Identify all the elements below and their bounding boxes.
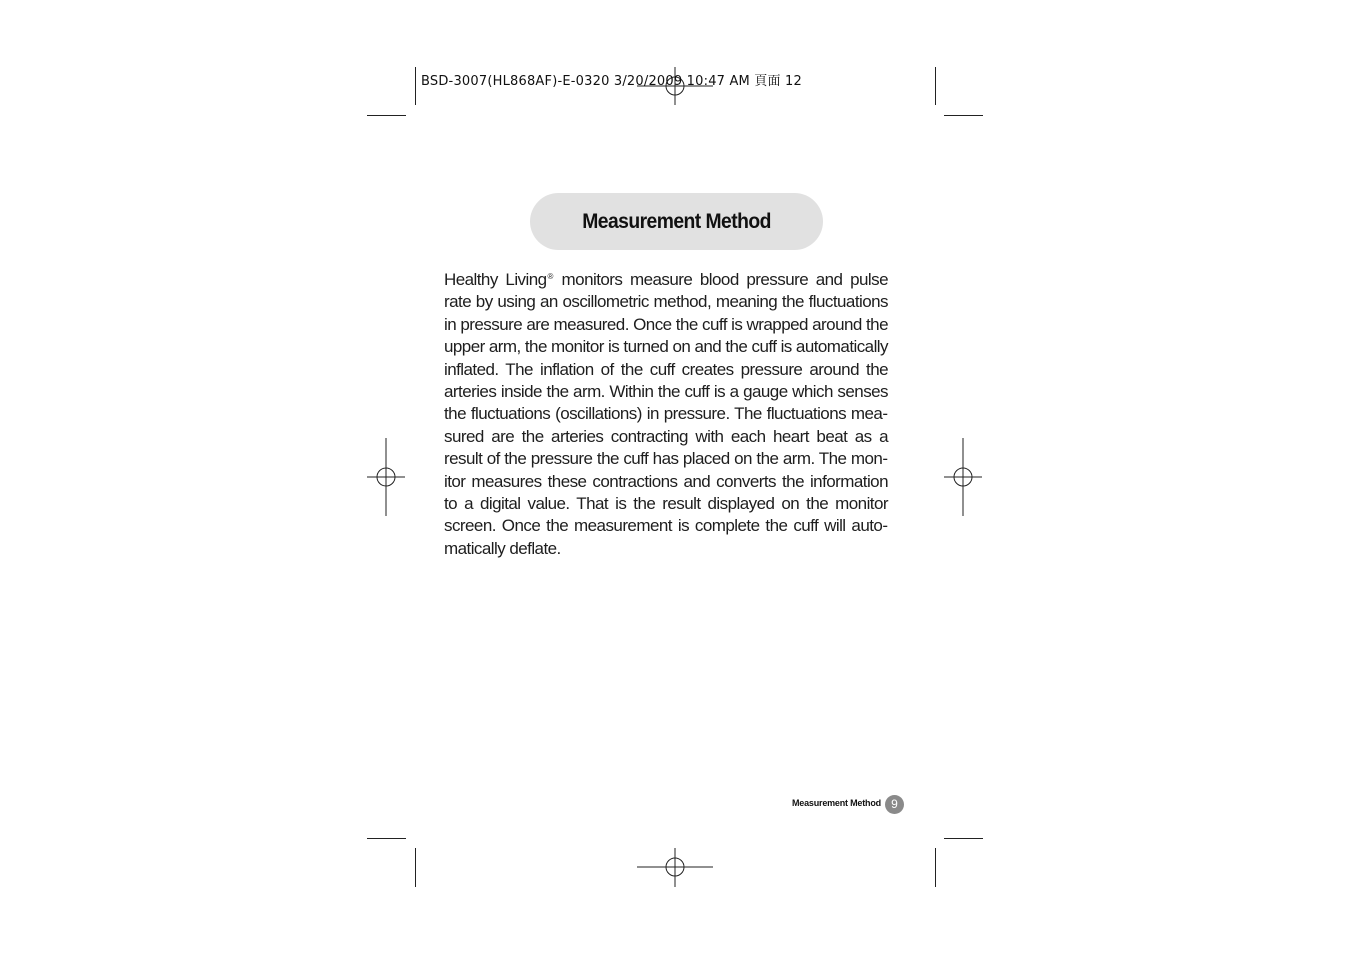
section-title: Measurement Method	[582, 209, 771, 233]
registered-trademark-symbol: ®	[547, 272, 553, 281]
printer-slug: BSD-3007(HL868AF)-E-0320 3/20/2009 10:47 AM 頁面 12	[421, 74, 802, 89]
running-footer-title: Measurement Method	[792, 798, 881, 808]
page-number-badge: 9	[885, 795, 904, 814]
registration-mark-bottom	[637, 848, 713, 887]
body-paragraph-text: monitors measure blood pressure and pulse rate by using an oscillometric method, meaning the fluctuations in pressure are measured. Once the cuff is wrapped around the upper arm, the monitor is turned on and the cuff is automatically inflated. The inflation of the cuff creates pressure around the arteries inside the arm. Within the cuff is a gauge which senses the fluctuations (oscillations) in pressure. The fluctuations measured are the arteries contracting with each heart beat as a result of the pressure the cuff has placed on the arm. The monitor measures these contractions and converts the information to a digital value. That is the result displayed on the monitor screen. Once the measurement is complete the cuff will automatically deflate.	[444, 270, 888, 558]
brand-name: Healthy Living	[444, 270, 547, 289]
registration-mark-right	[944, 438, 982, 516]
body-paragraph	[444, 266, 888, 560]
section-title-banner	[530, 193, 823, 250]
registration-mark-left	[367, 438, 405, 516]
